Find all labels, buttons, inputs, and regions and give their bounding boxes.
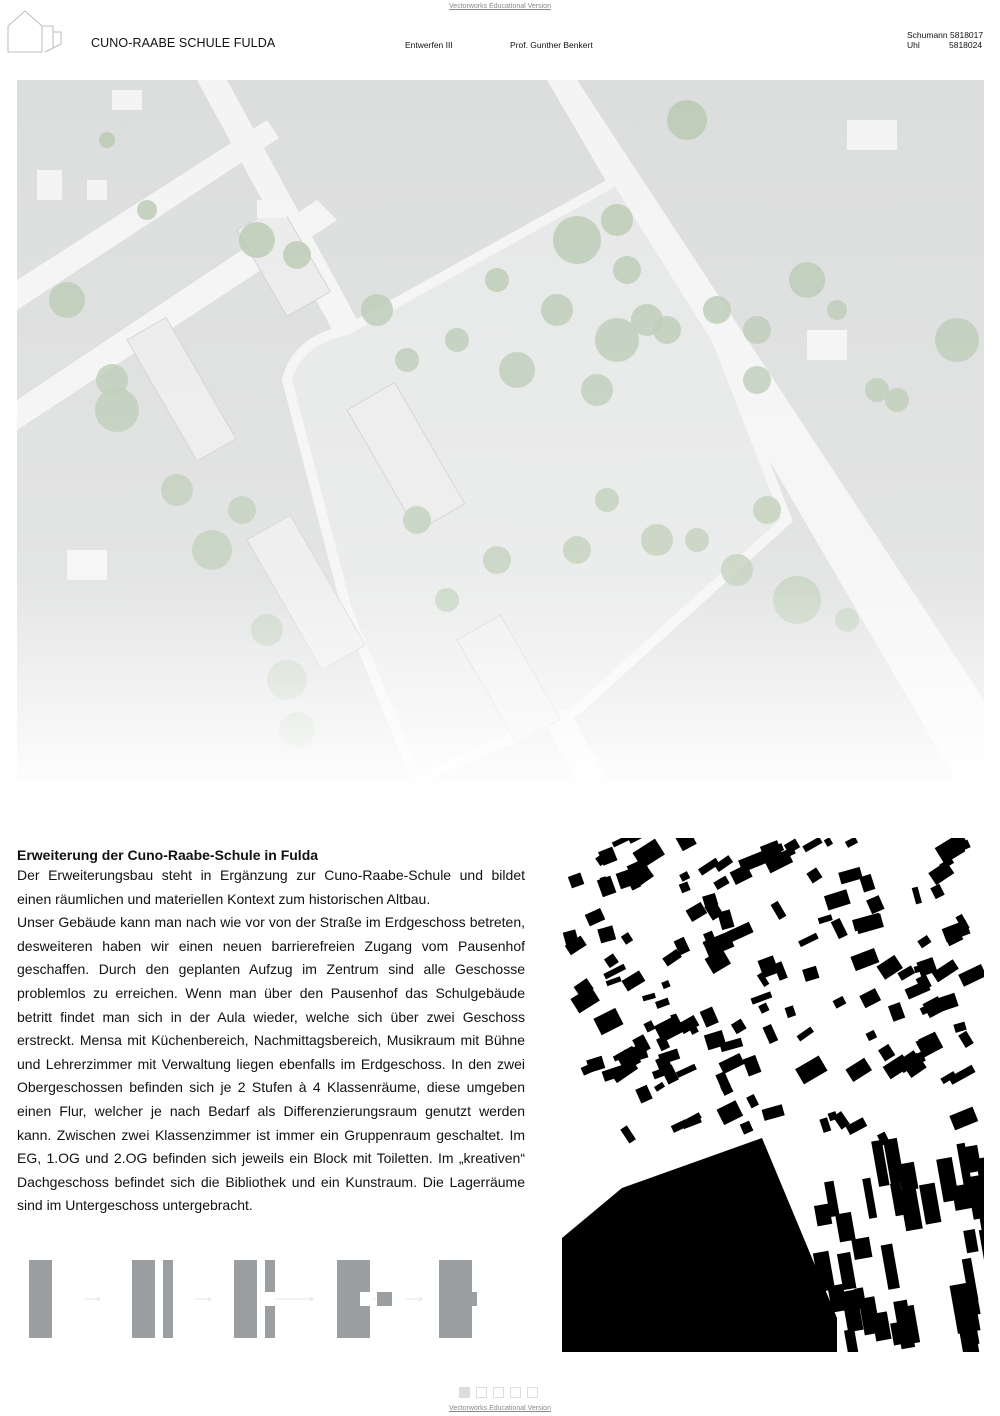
- building-footprint: [833, 996, 847, 1009]
- building-footprint: [862, 1178, 877, 1219]
- student-2: [907, 40, 982, 50]
- building-footprint: [717, 1100, 744, 1125]
- building-footprint: [603, 964, 626, 980]
- building-footprint: [835, 1212, 856, 1243]
- building-footprint: [751, 991, 773, 1004]
- building-footprint: [859, 988, 881, 1008]
- figure-ground-plan: [562, 838, 984, 1352]
- building-footprint: [686, 902, 708, 922]
- building-footprint: [731, 1019, 747, 1035]
- building-footprint: [806, 867, 822, 883]
- mass-step-3: [234, 1260, 257, 1338]
- building-footprint: [795, 1055, 827, 1084]
- building-footprint: [824, 838, 833, 847]
- building-footprint: [881, 1244, 900, 1290]
- building-footprint: [746, 1094, 759, 1108]
- building-footprint: [844, 1329, 862, 1352]
- building-footprint: [758, 1002, 769, 1013]
- building-footprint: [643, 1020, 655, 1032]
- building-footprint: [838, 867, 863, 885]
- building-footprint: [604, 953, 619, 968]
- building-footprint: [850, 948, 879, 971]
- building-footprint: [979, 1229, 984, 1275]
- house-logo-icon: [5, 8, 85, 54]
- building-footprint: [740, 1121, 754, 1135]
- building-footprint: [919, 1183, 941, 1225]
- building-footprint: [655, 998, 670, 1009]
- mass-step-5: [439, 1260, 477, 1338]
- page-indicator[interactable]: [493, 1387, 504, 1398]
- course-name: Entwerfen III: [405, 40, 453, 50]
- building-footprint: [661, 980, 670, 989]
- watermark-bottom: Vectorworks Educational Version: [449, 1405, 551, 1412]
- site-plan: [17, 80, 984, 782]
- student-name: Uhl: [907, 40, 920, 50]
- building-footprint: [762, 1104, 785, 1121]
- student-id: 5818017: [950, 30, 984, 40]
- building-footprint: [671, 1119, 688, 1133]
- building-footprint: [676, 1064, 697, 1078]
- building-footprint: [763, 1024, 779, 1044]
- building-footprint: [622, 970, 646, 991]
- project-description: [17, 846, 525, 1218]
- building-footprint: [700, 1007, 719, 1028]
- building-footprint: [818, 914, 833, 924]
- building-footprint: [866, 895, 884, 914]
- building-footprint: [845, 838, 858, 848]
- building-footprint: [585, 908, 606, 926]
- mass-step-1: [29, 1260, 52, 1338]
- building-footprint: [798, 933, 819, 947]
- watermark-top: Vectorworks Educational Version: [449, 3, 551, 10]
- building-footprint: [621, 932, 633, 945]
- page-indicator[interactable]: [527, 1387, 538, 1398]
- mass-step-4: [337, 1260, 370, 1338]
- building-footprint: [743, 1055, 762, 1077]
- building-footprint: [713, 876, 729, 890]
- professor-name: Prof. Gunther Benkert: [510, 40, 593, 50]
- page-indicator[interactable]: [476, 1387, 487, 1398]
- page-indicator[interactable]: [459, 1387, 470, 1398]
- massing-diagram: [17, 1255, 537, 1345]
- building-footprint: [936, 1157, 959, 1202]
- building-footprint: [679, 881, 691, 893]
- building-footprint: [785, 1005, 797, 1018]
- building-footprint: [953, 1022, 966, 1033]
- building-footprint: [824, 889, 851, 910]
- building-footprint: [899, 1188, 923, 1232]
- building-footprint: [719, 1053, 745, 1074]
- project-title: CUNO-RAABE SCHULE FULDA: [91, 36, 276, 50]
- building-footprint: [958, 964, 984, 987]
- student-1: [907, 30, 983, 40]
- building-footprint: [949, 1107, 978, 1131]
- building-footprint: [932, 959, 959, 982]
- building-footprint: [802, 966, 819, 982]
- building-footprint: [679, 871, 690, 882]
- building-footprint: [717, 909, 734, 930]
- building-footprint: [568, 873, 584, 889]
- building-footprint: [866, 1030, 878, 1041]
- large-building-footprint: [562, 1138, 837, 1352]
- building-footprint: [642, 993, 656, 1002]
- building-footprint: [593, 1008, 623, 1035]
- building-footprint: [878, 1044, 895, 1062]
- building-footprint: [676, 838, 697, 851]
- building-footprint: [597, 925, 616, 943]
- building-footprint: [845, 1058, 872, 1082]
- building-footprint: [912, 887, 922, 905]
- building-footprint: [771, 901, 787, 920]
- description-paragraph: Der Erweiterungsbau steht in Ergänzung zur Cuno-Raabe-Schule und bildet einen räumlichen und materiellen Kontext zum historischen Altbau.: [17, 867, 525, 907]
- building-footprint: [958, 1031, 974, 1048]
- student-name: Schumann: [907, 30, 948, 40]
- description-paragraph: Unser Gebäude kann man nach wie vor von der Straße im Erdgeschoss betreten, desweiteren haben wir einen neuen barrierefreien Zugang vom Pausenhof geschaffen. Durch den geplanten Aufzug im Zentrum sind alle Geschosse problemlos zu erreichen. Wenn man über den Pausenhof das Schulgebäude betritt findet man sich in der Aula wieder, welche sich über zwei Geschoss erstreckt. Mensa mit Küchenbereich, Nachmittagsbereich, Musikraum mit Bühne und Lehrerzimmer mit Verwaltung liegen ebenfalls im Erdgeschoss. In den zwei Obergeschossen befinden sich je 2 Stufen à 4 Klassenräume, diese umgeben einen Flur, welcher je nach Bedarf als Differenzierungsraum genutzt werden kann. Zwischen zwei Klassenzimmer ist immer ein Gruppenraum geschaltet. Im EG, 1.OG und 2.OG befinden sich jeweils ein Block mit Toiletten. Im „kreativen“ Dachgeschoss befindet sich die Bibliothek und ein Kunstraum. Die Lagerräume sind im Untergeschoss untergebracht.: [17, 914, 525, 1214]
- building-footprint: [963, 1229, 978, 1253]
- building-footprint: [888, 1002, 905, 1022]
- building-footprint: [654, 1082, 665, 1092]
- building-footprint: [930, 884, 944, 899]
- student-id: 5818024: [949, 40, 983, 50]
- building-footprint: [846, 1117, 868, 1135]
- building-footprint: [797, 1027, 814, 1042]
- building-footprint: [635, 1085, 652, 1104]
- building-footprint: [851, 1237, 872, 1260]
- building-footprint: [620, 1125, 636, 1143]
- building-footprint: [917, 935, 931, 948]
- description-heading: Erweiterung der Cuno-Raabe-Schule in Fulda: [17, 847, 319, 863]
- page-indicator[interactable]: [510, 1387, 521, 1398]
- building-footprint: [819, 1117, 831, 1133]
- building-footprint: [831, 918, 848, 939]
- mass-step-2: [132, 1260, 155, 1338]
- building-footprint: [802, 838, 822, 852]
